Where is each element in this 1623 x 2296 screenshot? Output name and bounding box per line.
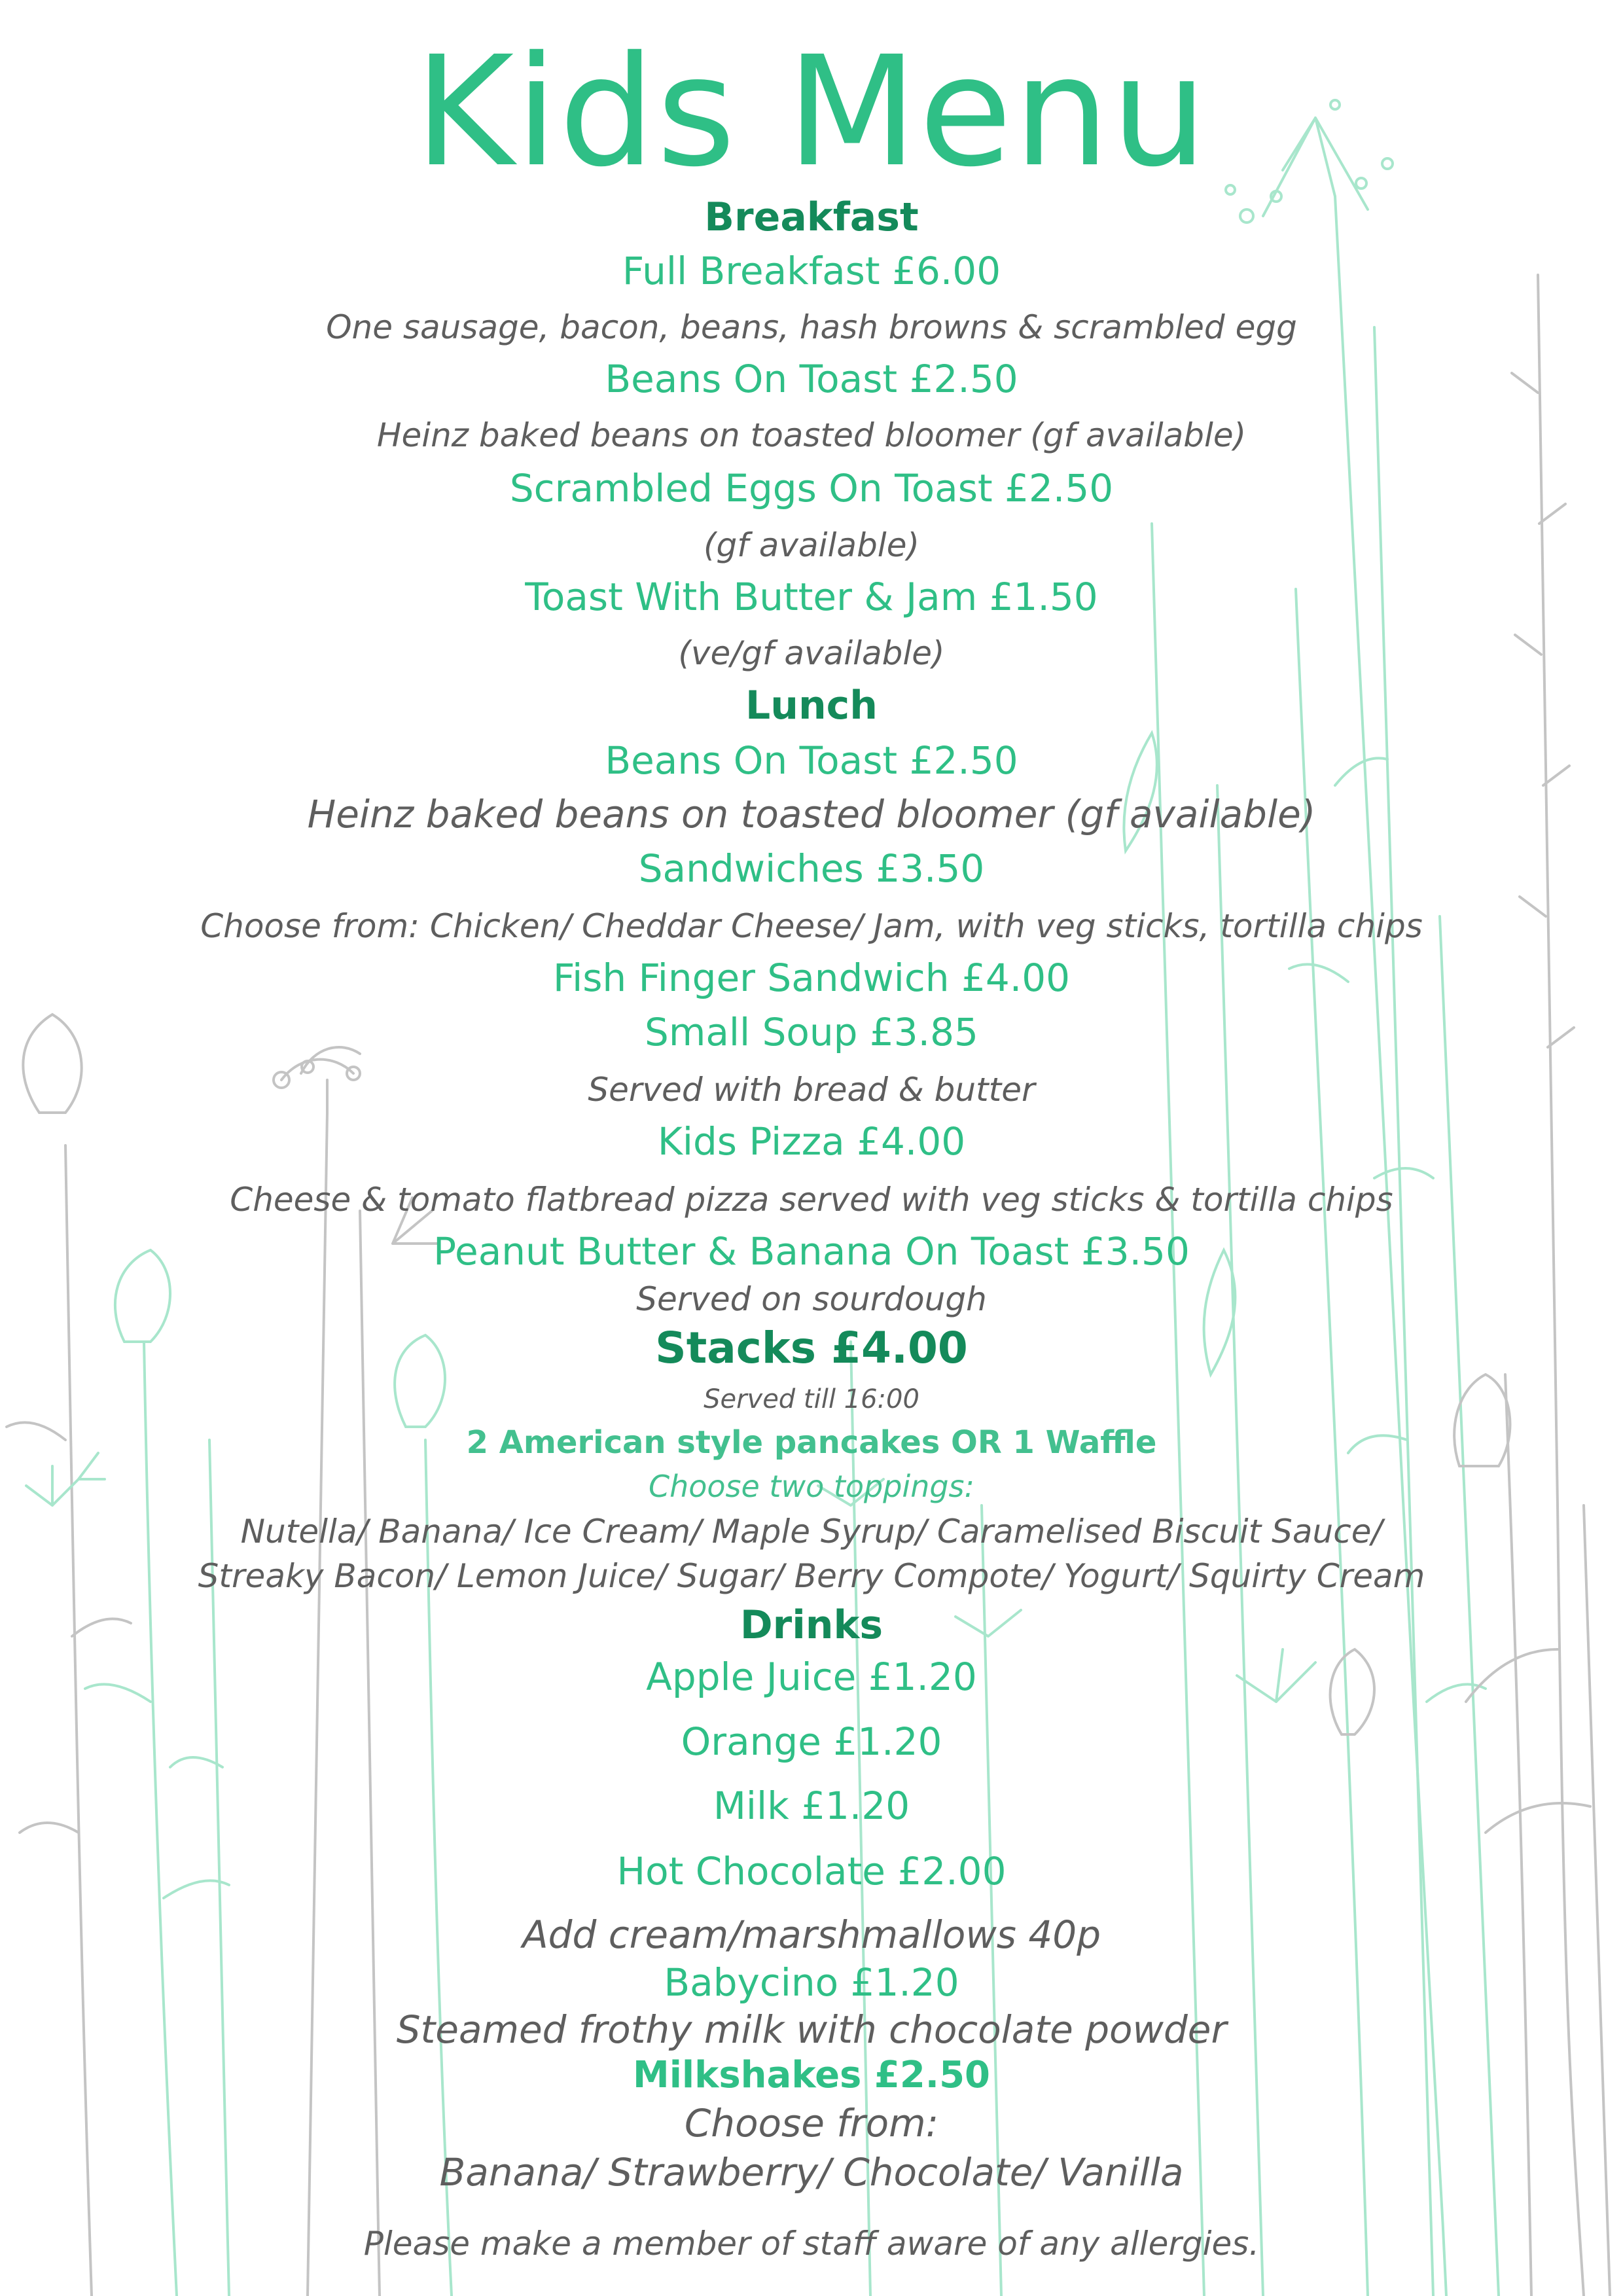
stacks-toppings-line-1: Nutella/ Banana/ Ice Cream/ Maple Syrup/ Caramelised Biscuit Sauce/ xyxy=(240,1513,1383,1551)
stacks-served-time: Served till 16:00 xyxy=(704,1384,919,1414)
item-fish-finger-sandwich: Fish Finger Sandwich £4.00 xyxy=(552,956,1071,1000)
milkshakes-flavours: Banana/ Strawberry/ Chocolate/ Vanilla xyxy=(439,2150,1184,2195)
desc-sandwiches: Choose from: Chicken/ Cheddar Cheese/ Jam, with veg sticks, tortilla chips xyxy=(200,907,1423,945)
drink-apple-juice: Apple Juice £1.20 xyxy=(646,1655,977,1699)
item-full-breakfast: Full Breakfast £6.00 xyxy=(622,249,1001,293)
desc-kids-pizza: Cheese & tomato flatbread pizza served with veg sticks & tortilla chips xyxy=(230,1181,1393,1219)
item-lunch-beans-on-toast: Beans On Toast £2.50 xyxy=(605,738,1018,783)
drink-hot-chocolate: Hot Chocolate £2.00 xyxy=(616,1849,1007,1893)
drink-babycino: Babycino £1.20 xyxy=(664,1960,959,2005)
desc-hot-chocolate: Add cream/marshmallows 40p xyxy=(522,1912,1101,1957)
desc-beans-on-toast: Heinz baked beans on toasted bloomer (gf available) xyxy=(376,416,1247,454)
desc-toast-butter-jam: (ve/gf available) xyxy=(678,634,945,672)
item-scrambled-eggs: Scrambled Eggs On Toast £2.50 xyxy=(509,466,1114,511)
stacks-choose-toppings: Choose two toppings: xyxy=(648,1469,975,1504)
allergy-notice: Please make a member of staff aware of any allergies. xyxy=(363,2225,1260,2263)
menu-title: Kids Menu xyxy=(414,24,1209,200)
desc-scrambled-eggs: (gf available) xyxy=(704,526,919,564)
item-sandwiches: Sandwiches £3.50 xyxy=(638,846,985,891)
item-small-soup: Small Soup £3.85 xyxy=(645,1010,978,1054)
drink-orange: Orange £1.20 xyxy=(681,1719,942,1764)
desc-small-soup: Served with bread & butter xyxy=(588,1071,1035,1109)
section-drinks-heading: Drinks xyxy=(740,1602,883,1648)
drink-milk: Milk £1.20 xyxy=(713,1784,910,1828)
desc-lunch-beans-on-toast: Heinz baked beans on toasted bloomer (gf available) xyxy=(307,792,1316,836)
desc-full-breakfast: One sausage, bacon, beans, hash browns & scrambled egg xyxy=(326,308,1297,346)
item-peanut-butter-banana: Peanut Butter & Banana On Toast £3.50 xyxy=(433,1229,1190,1274)
milkshakes-choose-from: Choose from: xyxy=(684,2101,939,2145)
desc-babycino: Steamed frothy milk with chocolate powder xyxy=(396,2007,1227,2052)
stacks-toppings-line-2: Streaky Bacon/ Lemon Juice/ Sugar/ Berry Compote/ Yogurt/ Squirty Cream xyxy=(198,1557,1425,1595)
stacks-option: 2 American style pancakes OR 1 Waffle xyxy=(466,1424,1157,1461)
item-kids-pizza: Kids Pizza £4.00 xyxy=(657,1119,966,1164)
item-beans-on-toast: Beans On Toast £2.50 xyxy=(605,357,1018,401)
section-stacks-heading: Stacks £4.00 xyxy=(655,1323,968,1373)
section-breakfast-heading: Breakfast xyxy=(704,194,919,240)
drink-milkshakes: Milkshakes £2.50 xyxy=(632,2054,991,2096)
section-lunch-heading: Lunch xyxy=(745,683,878,728)
desc-peanut-butter-banana: Served on sourdough xyxy=(636,1280,987,1318)
item-toast-butter-jam: Toast With Butter & Jam £1.50 xyxy=(525,575,1098,619)
